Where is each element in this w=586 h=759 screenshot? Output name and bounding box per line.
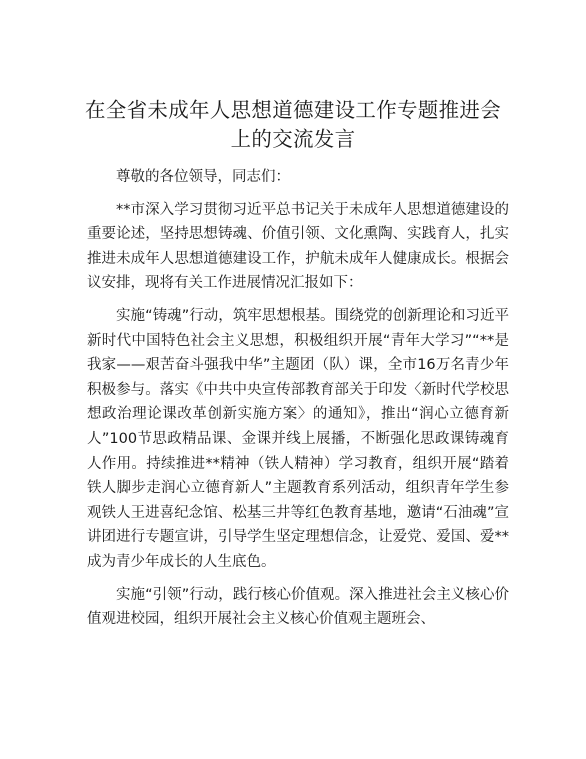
document-body: [87, 165, 509, 638]
title-line-2: 上的交流发言: [230, 127, 356, 151]
title-line-1: 在全省未成年人思想道德建设工作专题推进会: [85, 98, 501, 122]
greeting-paragraph: 尊敬的各位领导，同志们：: [116, 169, 290, 185]
soul-casting-paragraph: 实施“铸魂”行动，筑牢思想根基。围绕党的创新理论和习近平新时代中国特色社会主义思想，积极组织开展“青年大学习”“**是我家——艰苦奋斗强我中华”主题团（队）课，全市16万名青少年积极参与。落实《中共中央宣传部教育部关于印发〈新时代学校思想政治理论课改革创新实施方案〉的通知》，推出“润心立德育新人”100节思政精品课、金课并线上展播，不断强化思政课铸魂育人作用。持续推进**精神（铁人精神）学习教育，组织开展“踏着铁人脚步走润心立德育新人”主题教育系列活动，组织青年学生参观铁人王进喜纪念馆、松基三井等红色教育基地，邀请“石油魂”宣讲团进行专题宣讲，引导学生坚定理想信念，让爱党、爱国、爱**成为青少年成长的人生底色。: [87, 307, 509, 570]
guidance-paragraph: 实施“引领”行动，践行核心价值观。深入推进社会主义核心价值观进校园，组织开展社会主义核心价值观主题班会、: [87, 586, 509, 628]
document-title: [60, 96, 526, 154]
intro-paragraph: **市深入学习贯彻习近平总书记关于未成年人思想道德建设的重要论述，坚持思想铸魂、价值引领、文化熏陶、实践育人，扎实推进未成年人思想道德建设工作，护航未成年人健康成长。根据会议安排，现将有关工作进展情况汇报如下：: [87, 201, 509, 292]
